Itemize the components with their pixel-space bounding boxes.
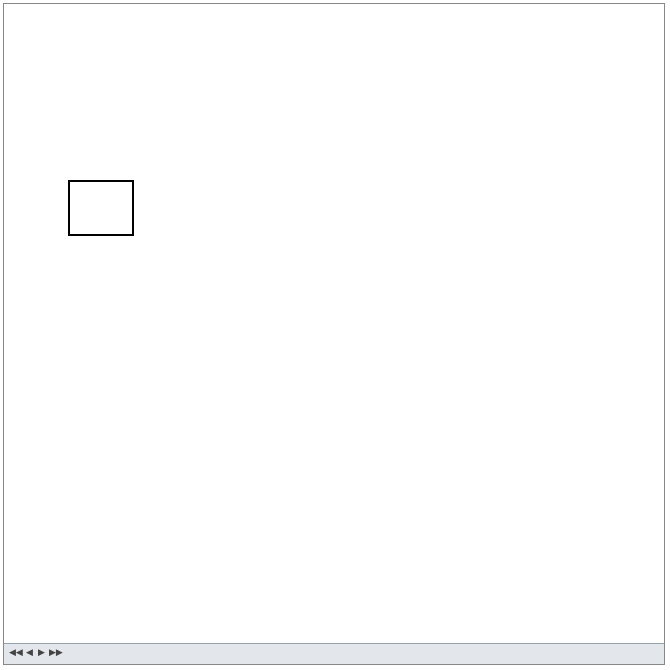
prev-sheet-arrow-icon[interactable]: ◀: [26, 647, 33, 657]
sheet-tab-bar: [4, 643, 664, 664]
first-sheet-arrow-icon[interactable]: ◀◀: [9, 647, 23, 657]
selected-cell-outline: [68, 180, 134, 236]
last-sheet-arrow-icon[interactable]: ▶▶: [49, 647, 63, 657]
spreadsheet-window: [3, 3, 665, 665]
next-sheet-arrow-icon[interactable]: ▶: [38, 647, 45, 657]
